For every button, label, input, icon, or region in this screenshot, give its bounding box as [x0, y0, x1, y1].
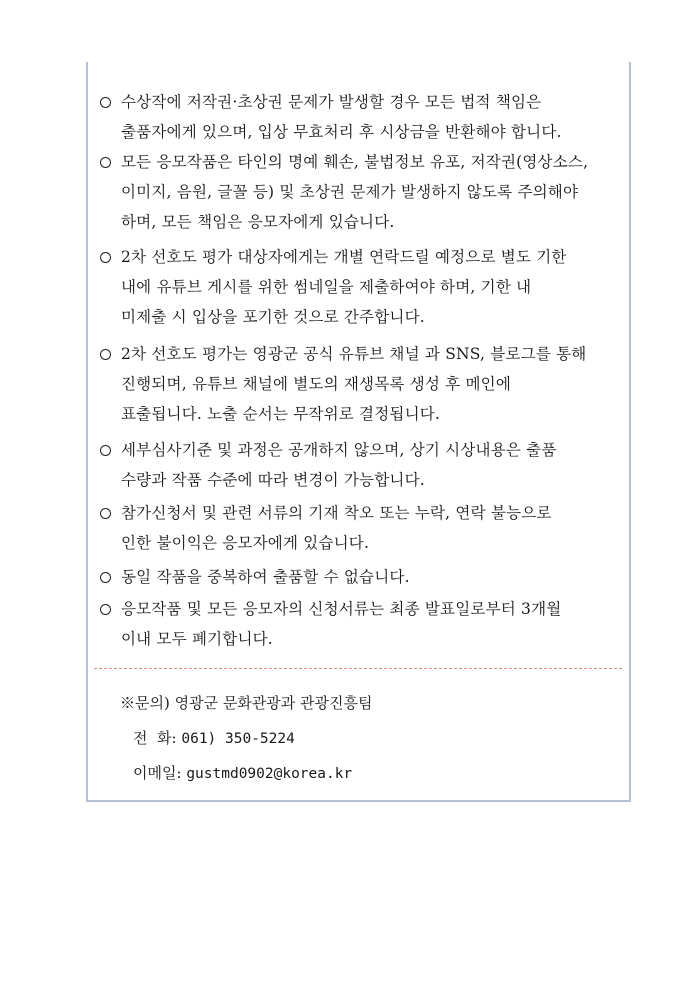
notice-line: 미제출 시 입상을 포기한 것으로 간주합니다. — [121, 308, 425, 326]
notice-line: 수량과 작품 수준에 따라 변경이 가능합니다. — [121, 471, 425, 489]
email-label: 이메일: — [133, 764, 182, 782]
notice-line: 수상작에 저작권·초상권 문제가 발생할 경우 모든 법적 책임은 — [121, 93, 542, 111]
circle-bullet-icon — [100, 572, 111, 583]
notice-line: 인한 불이익은 응모자에게 있습니다. — [121, 534, 370, 552]
notice-line: 이내 모두 폐기합니다. — [121, 630, 273, 648]
notice-line: 내에 유튜브 게시를 위한 썸네일을 제출하여야 하며, 기한 내 — [121, 278, 532, 296]
circle-bullet-icon — [100, 349, 111, 360]
circle-bullet-icon — [100, 445, 111, 456]
notice-line: 2차 선호도 평가는 영광군 공식 유튜브 채널 과 SNS, 블로그를 통해 — [121, 345, 587, 363]
circle-bullet-icon — [100, 157, 111, 168]
notice-line: 하며, 모든 책임은 응모자에게 있습니다. — [121, 213, 395, 231]
notice-item — [100, 92, 630, 142]
notice-item — [100, 152, 630, 232]
notice-line: 세부심사기준 및 과정은 공개하지 않으며, 상기 시상내용은 출품 — [121, 441, 557, 459]
notice-line: 참가신청서 및 관련 서류의 기재 착오 또는 누락, 연락 불능으로 — [121, 504, 552, 522]
phone-number: 061) 350-5224 — [181, 731, 295, 747]
notice-line: 응모작품 및 모든 응모자의 신청서류는 최종 발표일로부터 3개월 — [121, 600, 562, 618]
notice-item — [100, 599, 630, 649]
email-address[interactable]: gustmd0902@korea.kr — [186, 766, 353, 782]
inquiry-heading: ※문의) 영광군 문화관광과 관광진흥팀 — [120, 694, 373, 712]
circle-bullet-icon — [100, 604, 111, 615]
notice-line: 진행되며, 유튜브 채널에 별도의 재생목록 생성 후 메인에 — [121, 375, 511, 393]
circle-bullet-icon — [100, 97, 111, 108]
dashed-divider — [94, 668, 622, 669]
notice-item — [100, 344, 630, 424]
circle-bullet-icon — [100, 508, 111, 519]
notice-line: 동일 작품을 중복하여 출품할 수 없습니다. — [121, 568, 410, 586]
email-row — [133, 763, 352, 784]
notice-line: 출품자에게 있으며, 입상 무효처리 후 시상금을 반환해야 합니다. — [121, 123, 562, 141]
notice-item — [100, 440, 630, 490]
phone-row — [133, 728, 295, 749]
notice-line: 표출됩니다. 노출 순서는 무작위로 결정됩니다. — [121, 405, 441, 423]
notice-line: 이미지, 음원, 글꼴 등) 및 초상권 문제가 발생하지 않도록 주의해야 — [121, 183, 579, 201]
notice-item — [100, 503, 630, 553]
notice-line: 2차 선호도 평가 대상자에게는 개별 연락드릴 예정으로 별도 기한 — [121, 248, 567, 266]
notice-item — [100, 247, 630, 327]
notice-line: 모든 응모작품은 타인의 명예 훼손, 불법정보 유포, 저작권(영상소스, — [121, 153, 589, 171]
phone-label: 전 화: — [133, 729, 177, 747]
circle-bullet-icon — [100, 252, 111, 263]
notice-item — [100, 567, 630, 587]
